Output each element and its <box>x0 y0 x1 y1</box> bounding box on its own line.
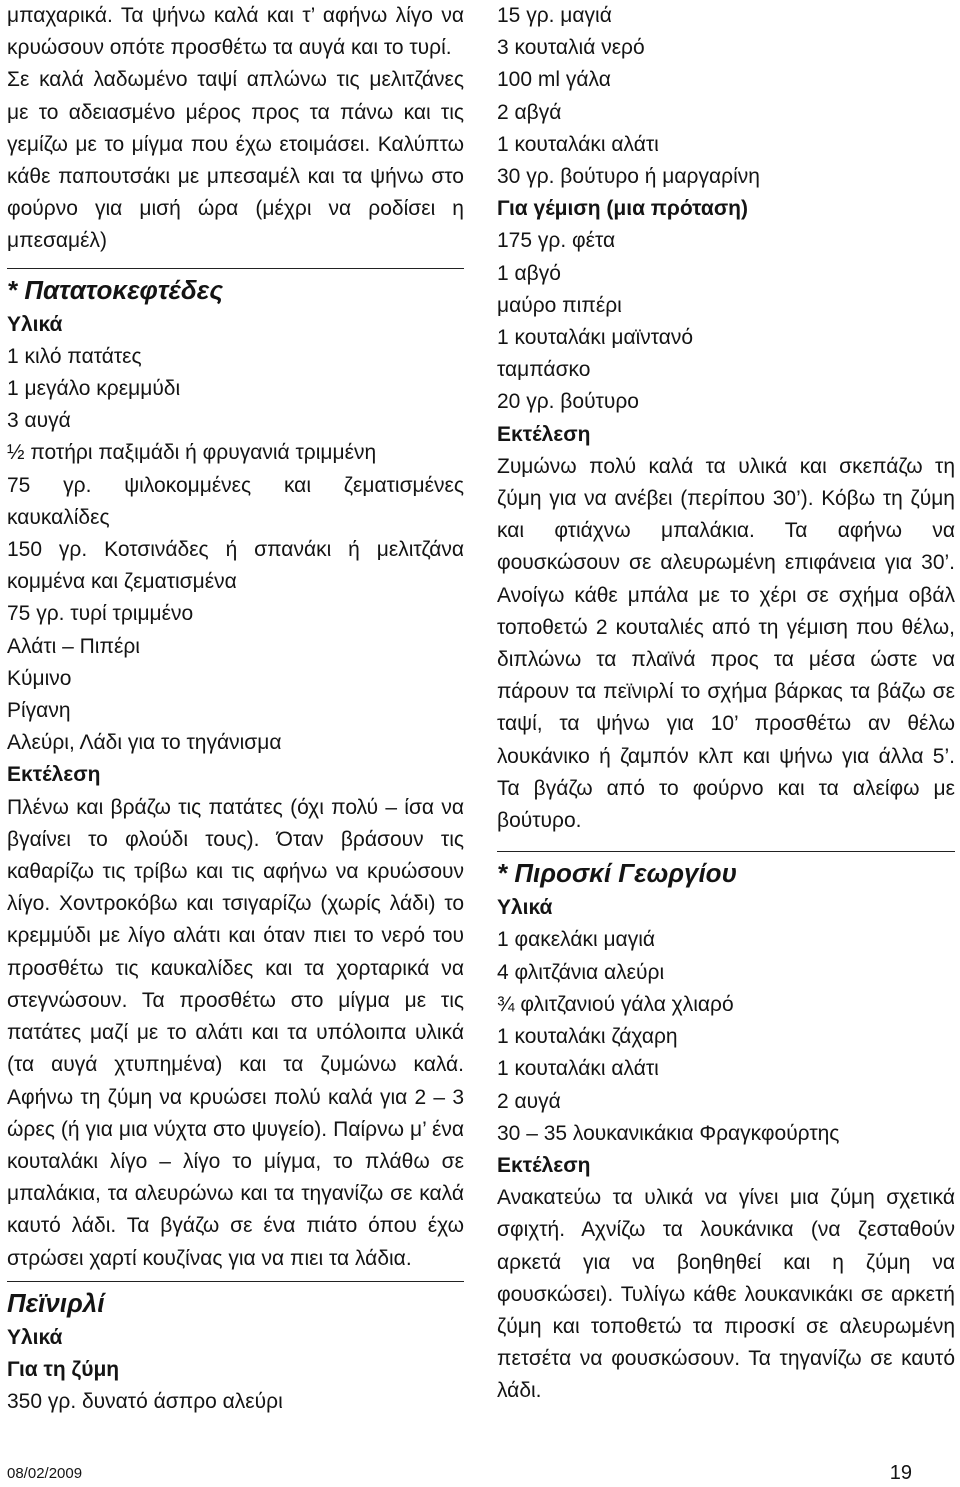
ingredient-item: 1 φακελάκι μαγιά <box>497 928 656 952</box>
method-heading: Εκτέλεση <box>497 1153 591 1177</box>
ingredient-item: 15 γρ. μαγιά <box>497 4 612 27</box>
recipe-title: * Πατατοκεφτέδες <box>7 274 224 305</box>
ingredient-item: 4 φλιτζάνια αλεύρι <box>497 960 665 984</box>
ingredient-item: 1 κουταλάκι μαϊντανό <box>497 326 694 350</box>
ingredient-item: ταμπάσκο <box>497 358 591 382</box>
ingredient-item: Αλάτι – Πιπέρι <box>7 634 140 658</box>
filling-heading: Για γέμιση (μια πρόταση) <box>497 197 749 221</box>
section-divider <box>7 268 464 269</box>
ingredient-item: ½ ποτήρι παξιμάδι ή φρυγανιά τριμμένη <box>7 441 377 465</box>
method-paragraph: Ζυμώνω πολύ καλά τα υλικά και σκεπάζω τη ζύμη για να ανέβει (περίπου 30’). Κόβω τη ζύμη και φτιάχνω μπαλάκια. Τα αφήνω να φουσκώσουν σε αλευρωμένη επιφάνεια για 30’. Ανοίγω κάθε μπάλα με το χέρι σε σχήμα οβάλ τοποθετώ 2 κουταλιές από τη γέμιση που θέλω, διπλώνω τα πλαϊνά προς τα μέσα ώστε να πάρουν τα πεϊνιρλί το σχήμα βάρκας τα βάζω σε ταψί, τα ψήνω για 10’ προσθέτω αν θέλω λουκάνικο ή ζαμπόν κλπ και ψήνω για άλλα 5’. Τα βγάζω από το φούρνο και τα αλείφω με βούτυρο. <box>497 454 955 833</box>
method-paragraph: Πλένω και βράζω τις πατάτες (όχι πολύ – ίσα να βγαίνει το φλούδι τους). Όταν βράσουν τις καθαρίζω τις τρίβω και τις αφήνω να κρυώσουν λίγο. Χοντροκόβω και τσιγαρίζω (χωρίς λάδι) το κρεμμύδι με λίγο αλάτι και όταν πιει το νερό του προσθέτω τις καυκαλίδες και τα χορταρικά να στεγνώσουν. Τα προσθέτω στο μίγμα με τις πατάτες μαζί με το αλάτι και τα υπόλοιπα υλικά (τα αυγά χτυπημένα) και τα ζυμώνω καλά. Αφήνω τη ζύμη να κρυώσει πολύ καλά για 2 – 3 ώρες (ή για μια νύχτα στο ψυγείο). Παίρνω μ’ ένα κουταλάκι λίγο – λίγο το μίγμα, το πλάθω σε μπαλάκια, τα αλευρώνω και τα τηγανίζω σε καλά καυτό λάδι. Τα βγάζω σε ένα πιάτο όπου έχω στρώσει χαρτί κουζίνας για να πιει τα λάδια. <box>7 795 464 1270</box>
ingredient-item: 1 αβγό <box>497 261 561 285</box>
ingredients-heading: Υλικά <box>7 312 63 336</box>
ingredient-item: ¾ φλιτζανιού γάλα χλιαρό <box>497 992 734 1016</box>
ingredient-item: μαύρο πιπέρι <box>497 293 622 317</box>
method-heading: Εκτέλεση <box>497 422 591 446</box>
ingredient-item: 30 – 35 λουκανικάκια Φραγκφούρτης <box>497 1121 840 1145</box>
ingredient-item: 1 κιλό πατάτες <box>7 344 142 368</box>
intro-paragraph: μπαχαρικά. Τα ψήνω καλά και τ’ αφήνω λίγο να κρυώσουν οπότε προσθέτω τα αυγά και το τυρί. <box>7 4 464 60</box>
ingredient-item: 1 κουταλάκι αλάτι <box>497 132 659 156</box>
recipe-title: * Πιροσκί Γεωργίου <box>497 858 737 889</box>
ingredient-item: Κύμινο <box>7 666 72 690</box>
section-divider <box>7 1281 464 1282</box>
dough-heading: Για τη ζύμη <box>7 1357 120 1381</box>
ingredient-item: 2 αβγά <box>497 100 562 124</box>
ingredient-item: Αλεύρι, Λάδι για το τηγάνισμα <box>7 731 282 755</box>
recipe-title: Πεϊνιρλί <box>7 1287 105 1318</box>
section-divider <box>497 851 955 852</box>
footer-date: 08/02/2009 <box>7 1465 83 1482</box>
ingredient-item: 3 αυγά <box>7 409 71 433</box>
ingredient-item: 100 ml γάλα <box>497 68 611 92</box>
ingredient-item: 30 γρ. βούτυρο ή μαργαρίνη <box>497 165 760 189</box>
ingredient-item: 2 αυγά <box>497 1089 561 1113</box>
intro-paragraph: Σε καλά λαδωμένο ταψί απλώνω τις μελιτζάνες με το αδειασμένο μέρος προς τα πάνω και τις γεμίζω με το μίγμα που έχω ετοιμάσει. Καλύπτω κάθε παπουτσάκι με μπεσαμέλ και τα ψήνω στο φούρνο για μισή ώρα (μέχρι να ροδίσει η μπεσαμέλ) <box>7 68 464 253</box>
right-column <box>497 0 955 1408</box>
ingredient-item: 350 γρ. δυνατό άσπρο αλεύρι <box>7 1390 283 1414</box>
ingredient-item: 1 μεγάλο κρεμμύδι <box>7 377 181 401</box>
ingredient-item: Ρίγανη <box>7 699 71 723</box>
ingredient-item: 75 γρ. τυρί τριμμένο <box>7 602 194 626</box>
method-paragraph: Ανακατεύω τα υλικά να γίνει μια ζύμη σχετικά σφιχτή. Αχνίζω τα λουκάνικα (να ζεσταθούν αρκετά για να βοηθηθεί και η ζύμη να φουσκώσει). Τυλίγω κάθε λουκανικάκι σε αρκετή ζύμη και τοποθετώ τα πιροσκί σε αλευρωμένη πετσέτα να φουσκώσουν. Τα τηγανίζω σε καυτό λάδι. <box>497 1186 955 1403</box>
method-heading: Εκτέλεση <box>7 763 101 787</box>
left-column <box>7 0 464 1418</box>
ingredient-item: 75 γρ. ψιλοκομμένες και ζεματισμένες καυκαλίδες <box>7 473 464 529</box>
ingredient-item: 1 κουταλάκι αλάτι <box>497 1057 659 1081</box>
ingredient-item: 3 κουταλιά νερό <box>497 36 645 60</box>
ingredients-heading: Υλικά <box>7 1325 63 1349</box>
page-number: 19 <box>889 1462 912 1484</box>
ingredients-heading: Υλικά <box>497 896 553 920</box>
ingredient-item: 1 κουταλάκι ζάχαρη <box>497 1025 678 1049</box>
ingredient-item: 150 γρ. Κοτσινάδες ή σπανάκι ή μελιτζάνα κομμένα και ζεματισμένα <box>7 538 464 594</box>
ingredient-item: 20 γρ. βούτυρο <box>497 390 639 414</box>
ingredient-item: 175 γρ. φέτα <box>497 229 616 253</box>
